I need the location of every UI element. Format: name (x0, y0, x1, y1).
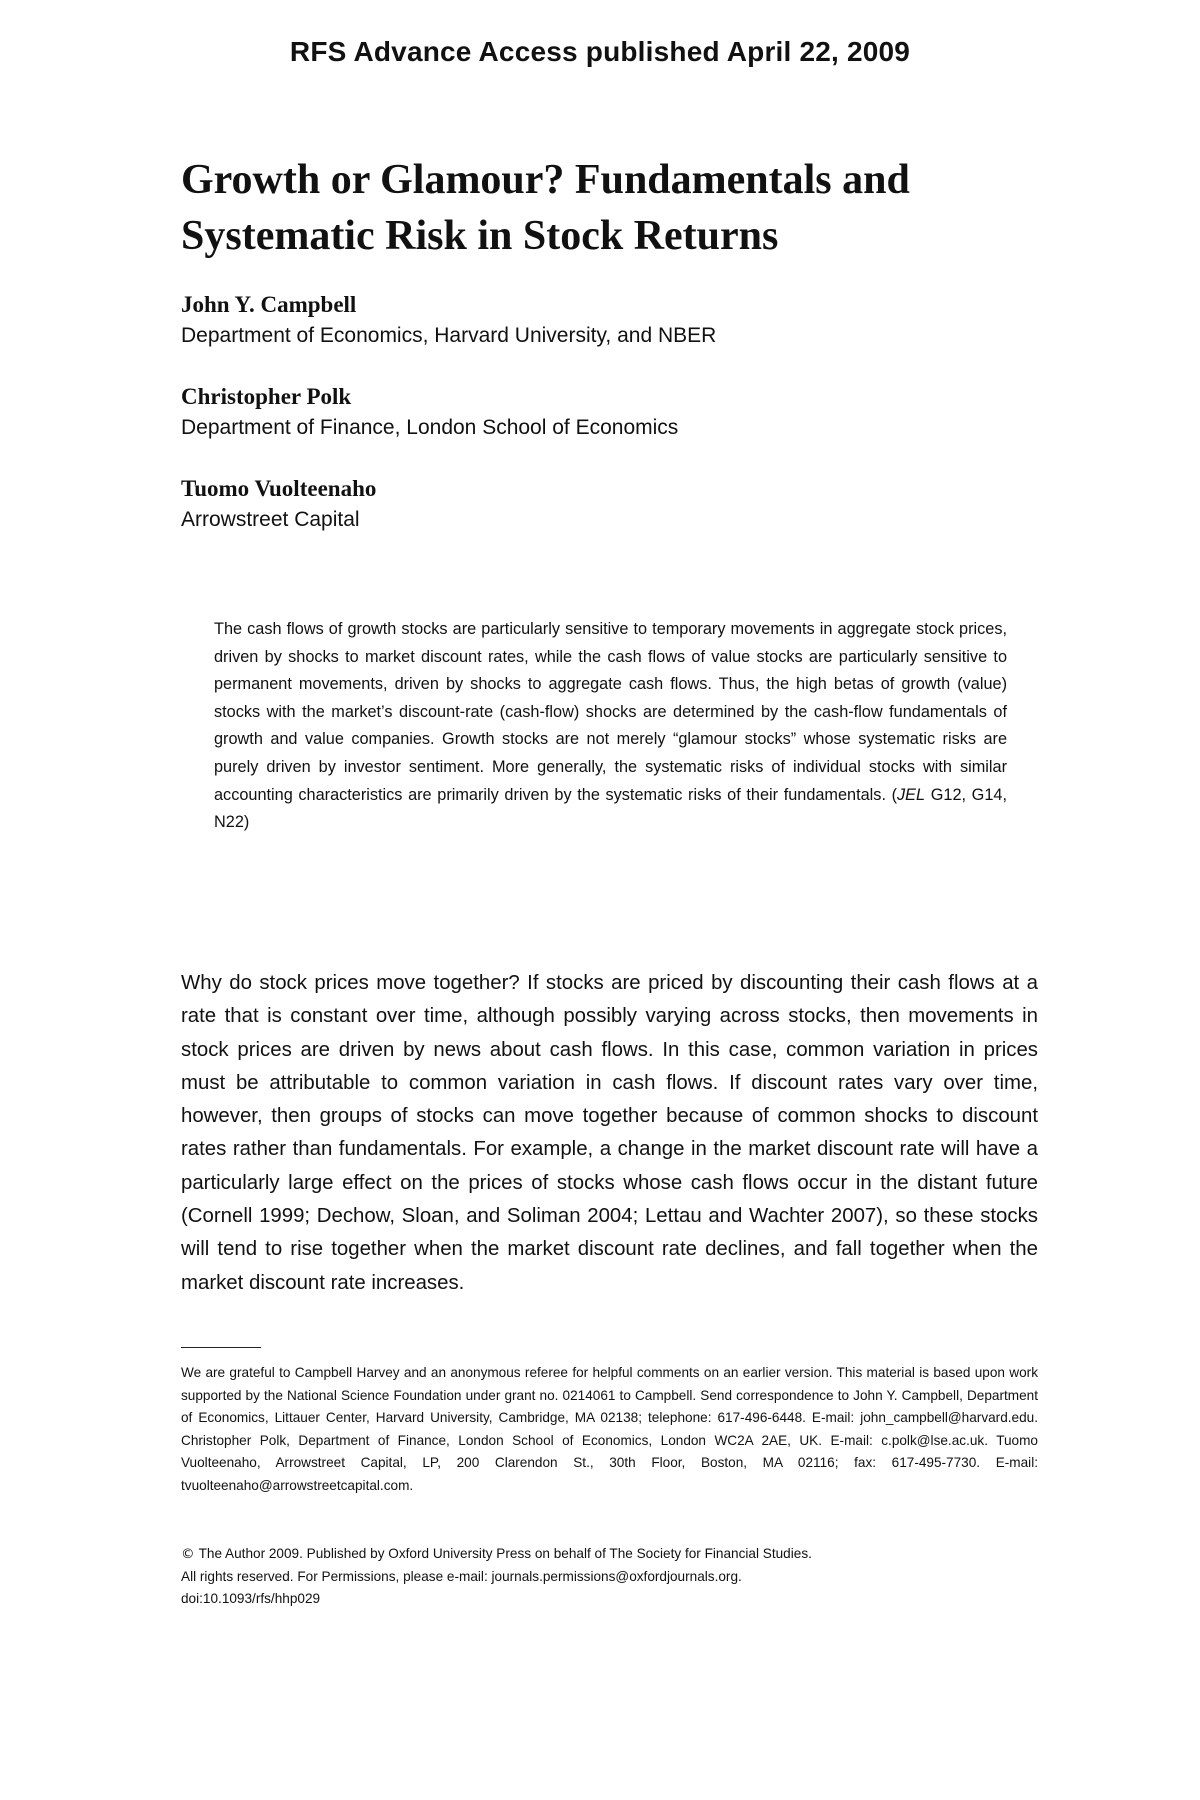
author-name: Tuomo Vuolteenaho (181, 476, 377, 501)
author-block (181, 382, 1041, 444)
copyright-line-1 (181, 1543, 1038, 1566)
publication-banner: RFS Advance Access published April 22, 2009 (289, 36, 911, 67)
article-title (181, 152, 1081, 264)
abstract (214, 616, 1007, 837)
acknowledgment-footnote: We are grateful to Campbell Harvey and an anonymous referee for helpful comments on an earlier version. This material is based upon work supported by the National Science Foundation under grant no. 0214061 to Campbell. Send correspondence to John Y. Campbell, Department of Economics, Littauer Center, Harvard University, Cambridge, MA 02138; telephone: 617-496-6448. E-mail: john_campbell@harvard.edu. Christopher Polk, Department of Finance, London School of Economics, London WC2A 2AE, UK. E-mail: c.polk@lse.ac.uk. Tuomo Vuolteenaho, Arrowstreet Capital, LP, 200 Clarendon St., 30th Floor, Boston, MA 02116; fax: 617-495-7730. E-mail: tvuolteenaho@arrowstreetcapital.com. (181, 1365, 1038, 1493)
author-affiliation: Department of Finance, London School of Economics (181, 416, 679, 439)
copyright-line-2: All rights reserved. For Permissions, please e-mail: journals.permissions@oxfordjournals.org. (181, 1568, 742, 1584)
jel-label: JEL (897, 785, 926, 804)
footnote-divider (181, 1347, 261, 1348)
copyright-text: The Author 2009. Published by Oxford University Press on behalf of The Society for Financial Studies. (198, 1546, 812, 1561)
title-line-2: Systematic Risk in Stock Returns (181, 213, 779, 259)
author-block (181, 290, 1041, 352)
author-affiliation: Arrowstreet Capital (181, 508, 360, 531)
author-block (181, 474, 1041, 536)
body-paragraph: Why do stock prices move together? If stocks are priced by discounting their cash flows at a rate that is constant over time, although possibly varying across stocks, then movements in stock prices are driven by news about cash flows. In this case, common variation in prices must be attributable to common variation in cash flows. If discount rates vary over time, however, then groups of stocks can move together because of common shocks to discount rates rather than fundamentals. For example, a change in the market discount rate will have a particularly large effect on the prices of stocks whose cash flows occur in the distant future (Cornell 1999; Dechow, Sloan, and Soliman 2004; Lettau and Wachter 2007), so these stocks will tend to rise together when the market discount rate declines, and fall together when the market discount rate increases. (181, 972, 1038, 1294)
title-line-1: Growth or Glamour? Fundamentals and (181, 157, 910, 203)
abstract-text: The cash flows of growth stocks are particularly sensitive to temporary movements in aggregate stock prices, driven by shocks to market discount rates, while the cash flows of value stocks are particularly sensitive to permanent movements, driven by shocks to aggregate cash flows. Thus, the high betas of growth (value) stocks with the market’s discount-rate (cash-flow) shocks are determined by the cash-flow fundamentals of growth and value companies. Growth stocks are not merely “glamour stocks” whose systematic risks are purely driven by investor sentiment. More generally, the systematic risks of individual stocks with similar accounting characteristics are primarily driven by the systematic risks of their fundamentals. ( (214, 620, 1007, 804)
author-affiliation: Department of Economics, Harvard University, and NBER (181, 324, 717, 347)
copyright-symbol: © (181, 1546, 195, 1562)
author-list (181, 290, 1041, 566)
jel-codes: G12, G14, N22) (214, 785, 1007, 832)
copyright-notice (181, 1543, 1038, 1611)
author-name: John Y. Campbell (181, 292, 357, 317)
doi: doi:10.1093/rfs/hhp029 (181, 1591, 321, 1607)
author-name: Christopher Polk (181, 384, 352, 409)
